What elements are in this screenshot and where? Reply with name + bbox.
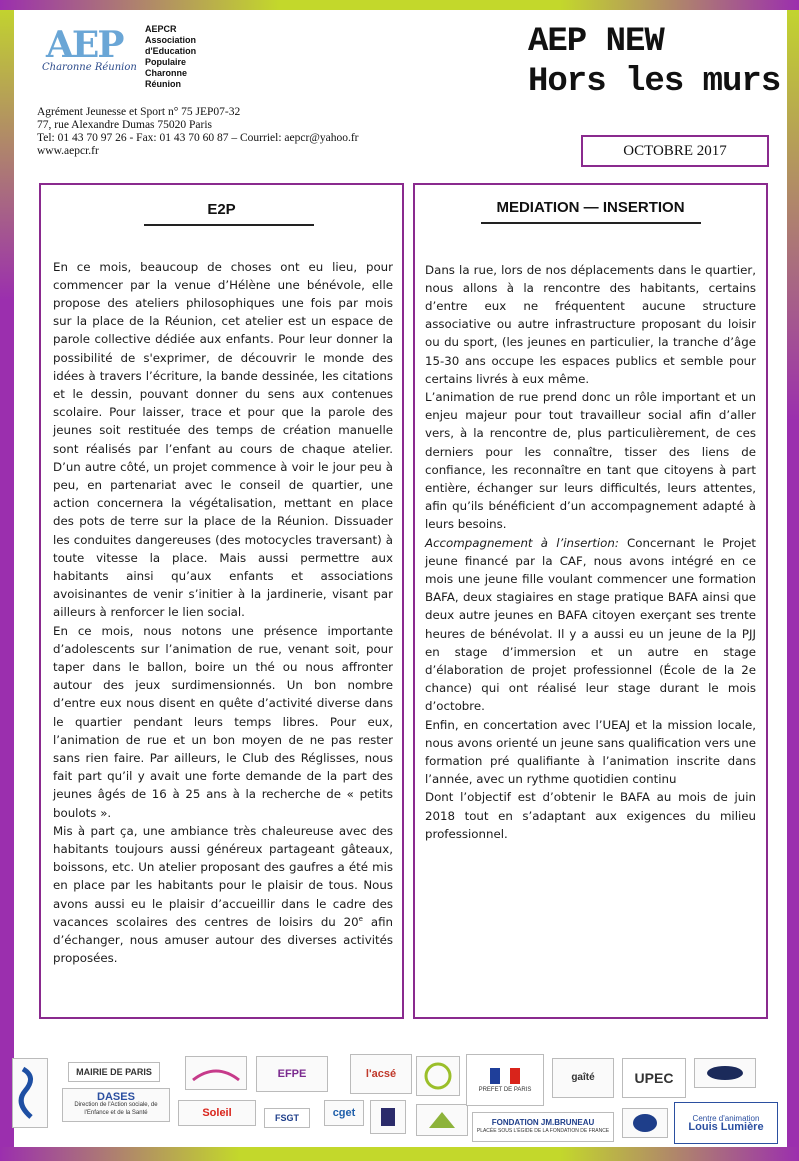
partner-logo-small xyxy=(370,1100,406,1134)
issue-date: OCTOBRE 2017 xyxy=(581,135,769,167)
phone-email-line: Tel: 01 43 70 97 26 - Fax: 01 43 70 60 87 – Courriel: aepcr@yahoo.fr xyxy=(37,132,359,144)
mediation-section xyxy=(413,183,768,1019)
gaite-lyrique-logo: gaîté xyxy=(552,1058,614,1098)
dases-logo: DASES Direction de l'Action sociale, de l'Enfance et de la Santé xyxy=(62,1088,170,1122)
organization-name: AEPCR Association d'Education Populaire Charonne Réunion xyxy=(145,24,197,89)
prefet-de-paris-logo: PREFET DE PARIS xyxy=(466,1054,544,1106)
alit-logo xyxy=(416,1056,460,1096)
plus-logo xyxy=(12,1058,48,1128)
e2p-body xyxy=(41,258,402,968)
mairie-de-paris-logo: MAIRIE DE PARIS xyxy=(68,1062,160,1082)
e2p-paragraph-3: Mis à part ça, une ambiance très chaleureuse avec des habitants toujours aussi généreux partageant gâteaux, boissons, etc. Un atelier proposant des gaufres a été mis en place par les habitants pour le plaisir de tous. Nous avons aussi eu le plaisir d’accueillir dans le cadre des vacances scolaires des centres de loisirs du 20e afin d’échanger, nous amuser autour des diverses activités proposées. xyxy=(53,823,393,966)
mediation-paragraph-2: L’animation de rue prend donc un rôle important et un enjeu majeur pour tout travailleur social afin d’aller vers, à la rencontre de, plus particulièrement, de ces derniers pour les connaître, tisser des liens de confiance, les reconnaître en tant que citoyens à part entière, échanger sur leurs difficultés, leurs attentes, afin qu’ils bénéficient d’un accompagnement adapté à leurs besoins. xyxy=(425,389,756,532)
right-edge-accent xyxy=(787,0,799,420)
acse-logo: l'acsé xyxy=(350,1054,412,1094)
newsletter-title-line2: Hors les murs xyxy=(528,63,781,101)
partner-logos xyxy=(10,1050,790,1150)
fondation-bruneau-logo: FONDATION JM.BRUNEAU PLACÉE SOUS L'ÉGIDE DE LA FONDATION DE FRANCE xyxy=(472,1112,614,1142)
mediation-body xyxy=(415,261,766,844)
mediation-paragraph-1: Dans la rue, lors de nos déplacements dans le quartier, nous allons à la rencontre des habitants, certains d’entre eux ne fréquentent aucune structure associative ou autre infrastructure proposant du loisir ou du sport, (les jeunes en particulier, la tranche d’âge 15-30 ans occupe les espaces publics et semble pour certains livrés à eux même. xyxy=(425,262,756,386)
address-line: 77, rue Alexandre Dumas 75020 Paris xyxy=(37,119,213,131)
upec-logo: UPEC xyxy=(622,1058,686,1098)
e2p-paragraph-2: En ce mois, nous notons une présence importante d’adolescents sur l’animation de rue, venant soit, pour taper dans le ballon, boire un thé ou nous affronter autour des jeux surdimensionnés. Un bon nombre d’entre eux nous disent en quête d’activité diverse dans le quartier pendant leurs temps libres. Pour eux, l’animation de rue et un bon moyen de ne pas rester sans rien faire. Par ailleurs, le Club des Réglisses, nous fait part qu’il y avait une forte demande de la part des jeunes âgés de 16 à 25 ans à la recherche de « petits boulots ». xyxy=(53,623,393,820)
mediation-title-underline xyxy=(481,222,701,224)
mediation-paragraph-4: Enfin, en concertation avec l’UEAJ et la mission locale, nous avons orienté un jeune sans qualification vers une formation pré qualifiante à l’animation inscrite dans l’année, avec un rythme quotidien continu xyxy=(425,717,756,787)
newsletter-title xyxy=(528,22,781,102)
e2p-title-underline xyxy=(144,224,314,226)
aep-logo-caption: Charonne Réunion xyxy=(42,62,137,73)
aep-logo xyxy=(40,22,137,74)
dark-partner-logo xyxy=(694,1058,756,1088)
green-partner-logo xyxy=(416,1104,468,1136)
insertion-label: Accompagnement à l’insertion: xyxy=(425,535,619,550)
e2p-title: E2P xyxy=(207,201,236,218)
left-edge-accent xyxy=(0,0,14,300)
newsletter-title-line1: AEP NEW xyxy=(528,23,664,61)
gazelles-logo xyxy=(185,1056,247,1090)
mediation-paragraph-3: Accompagnement à l’insertion: Concernant le Projet jeune financé par la CAF, nous avons intégré en ce mois une jeune fille voulant commencer une formation BAFA, deux stagiaires en stage pratique BAFA ainsi que deux autre jeunes en BAFA citoyen exerçant ses trente heures de bénévolat. Il y a aussi eu un jeune de la PJJ en stage d’immersion et un autre en stage d’élaboration de projet professionnel (École de la 2e chance) qui ont réalisé leur stage durant le mois d’octobre. xyxy=(425,535,756,714)
mediation-title: MEDIATION — INSERTION xyxy=(496,199,685,216)
mediation-paragraph-5: Dont l’objectif est d’obtenir le BAFA au mois de juin 2018 tout en s’adaptant aux exigences du milieu professionnel. xyxy=(425,790,756,841)
fsgt-logo: FSGT xyxy=(264,1108,310,1128)
shield-partner-logo xyxy=(622,1108,668,1138)
agrement-line: Agrément Jeunesse et Sport n° 75 JEP07-32 xyxy=(37,106,241,118)
louis-lumiere-logo: Centre d'animation Louis Lumière xyxy=(674,1102,778,1144)
contact-info xyxy=(37,106,359,158)
top-edge-band xyxy=(0,0,799,10)
website-link[interactable]: www.aepcr.fr xyxy=(37,145,99,157)
soleil-logo: Soleil xyxy=(178,1100,256,1126)
aep-logo-letters: AEP xyxy=(46,24,123,66)
efpe-logo: EFPE xyxy=(256,1056,328,1092)
e2p-paragraph-1: En ce mois, beaucoup de choses ont eu lieu, pour commencer par la venue d’Hélène une bénévole, elle propose des ateliers philosophiques une fois par mois sur la place de la Réunion, cet atelier est un espace de parole collective dédiée aux enfants. Pour leur donner la possibilité de s'exprimer, de découvrir le monde des idées à travers l’écriture, la bande dessinée, les citations et le dessin, pouvant donner du sens aux contenues scolaire. Pour laisser, trace et pour que la parole des jeunes soit restituée des temps de création manuelle sont réalisés par l’enfant au cours de chaque atelier. D’un autre côté, un projet commence à voir le jour peu à peu, en partenariat avec le conseil de quartier, une action concernera la végétalisation, mettant en place des pots de terre sur la place de la Réunion. Dissuader les conduites dangereuses (des motocycles traversant) à toute vitesse la place. Mais aussi permettre aux habitants ainsi qu’aux enfants et associations avoisinantes de venir s’initier à la jardinerie, visant par ailleurs à renforcer le lien social. xyxy=(53,259,393,620)
e2p-section xyxy=(39,183,404,1019)
cget-logo: cget xyxy=(324,1100,364,1126)
